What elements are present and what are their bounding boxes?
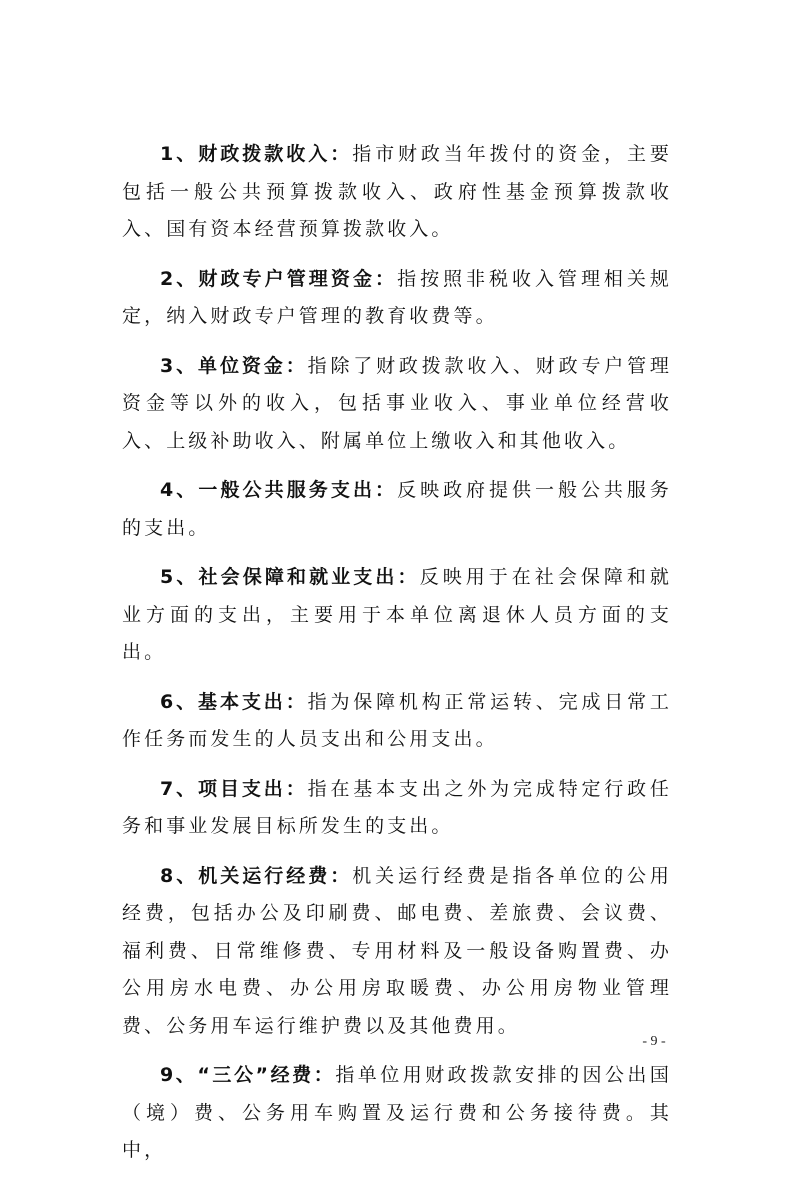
term-label: 1、财政拨款收入： bbox=[160, 143, 353, 165]
term-definition: 指单位用财政拨款安排的因公出国（境）费、公务用车购置及运行费和公务接待费。其中， bbox=[122, 1064, 672, 1161]
term-definition: 机关运行经费是指各单位的公用经费，包括办公及印刷费、邮电费、差旅费、会议费、福利费、日常维修费、专用材料及一般设备购置费、办公用房水电费、办公用房取暖费、办公用房物业管理费、公务用车运行维护费以及其他费用。 bbox=[122, 864, 672, 1037]
term-definition: 反映政府提供一般公共服务的支出。 bbox=[122, 479, 672, 539]
term-label: 7、项目支出： bbox=[160, 777, 308, 800]
term-label: 4、一般公共服务支出： bbox=[160, 479, 398, 501]
paragraph-three-public-expenses bbox=[122, 1057, 672, 1170]
paragraph-unit-funds bbox=[122, 348, 672, 461]
term-definition: 指市财政当年拨付的资金，主要包括一般公共预算拨款收入、政府性基金预算拨款收入、国有资本经营预算拨款收入。 bbox=[122, 143, 672, 240]
paragraph-basic-expenditure bbox=[122, 684, 672, 759]
term-label: 5、社会保障和就业支出： bbox=[160, 566, 420, 588]
term-definition: 反映用于在社会保障和就业方面的支出，主要用于本单位离退休人员方面的支出。 bbox=[122, 566, 672, 663]
paragraph-social-security-employment bbox=[122, 559, 672, 672]
term-definition: 指除了财政拨款收入、财政专户管理资金等以外的收入，包括事业收入、事业单位经营收入、上级补助收入、附属单位上缴收入和其他收入。 bbox=[122, 354, 672, 452]
paragraph-fiscal-appropriation-income bbox=[122, 136, 672, 249]
term-label: 8、机关运行经费： bbox=[160, 864, 353, 887]
document-body bbox=[122, 136, 672, 1182]
term-definition: 指在基本支出之外为完成特定行政任务和事业发展目标所发生的支出。 bbox=[122, 777, 672, 837]
paragraph-project-expenditure bbox=[122, 771, 672, 846]
term-label: 6、基本支出： bbox=[160, 690, 308, 713]
paragraph-general-public-services bbox=[122, 472, 672, 547]
term-label: 9、“三公”经费： bbox=[160, 1064, 336, 1086]
page-number: - 9 - bbox=[642, 1034, 666, 1049]
paragraph-fiscal-special-account-funds bbox=[122, 261, 672, 336]
term-label: 2、财政专户管理资金： bbox=[160, 267, 398, 290]
term-label: 3、单位资金： bbox=[160, 354, 308, 377]
term-definition: 指为保障机构正常运转、完成日常工作任务而发生的人员支出和公用支出。 bbox=[122, 690, 672, 750]
paragraph-agency-operating-costs bbox=[122, 858, 672, 1046]
term-definition: 指按照非税收入管理相关规定，纳入财政专户管理的教育收费等。 bbox=[122, 267, 672, 327]
